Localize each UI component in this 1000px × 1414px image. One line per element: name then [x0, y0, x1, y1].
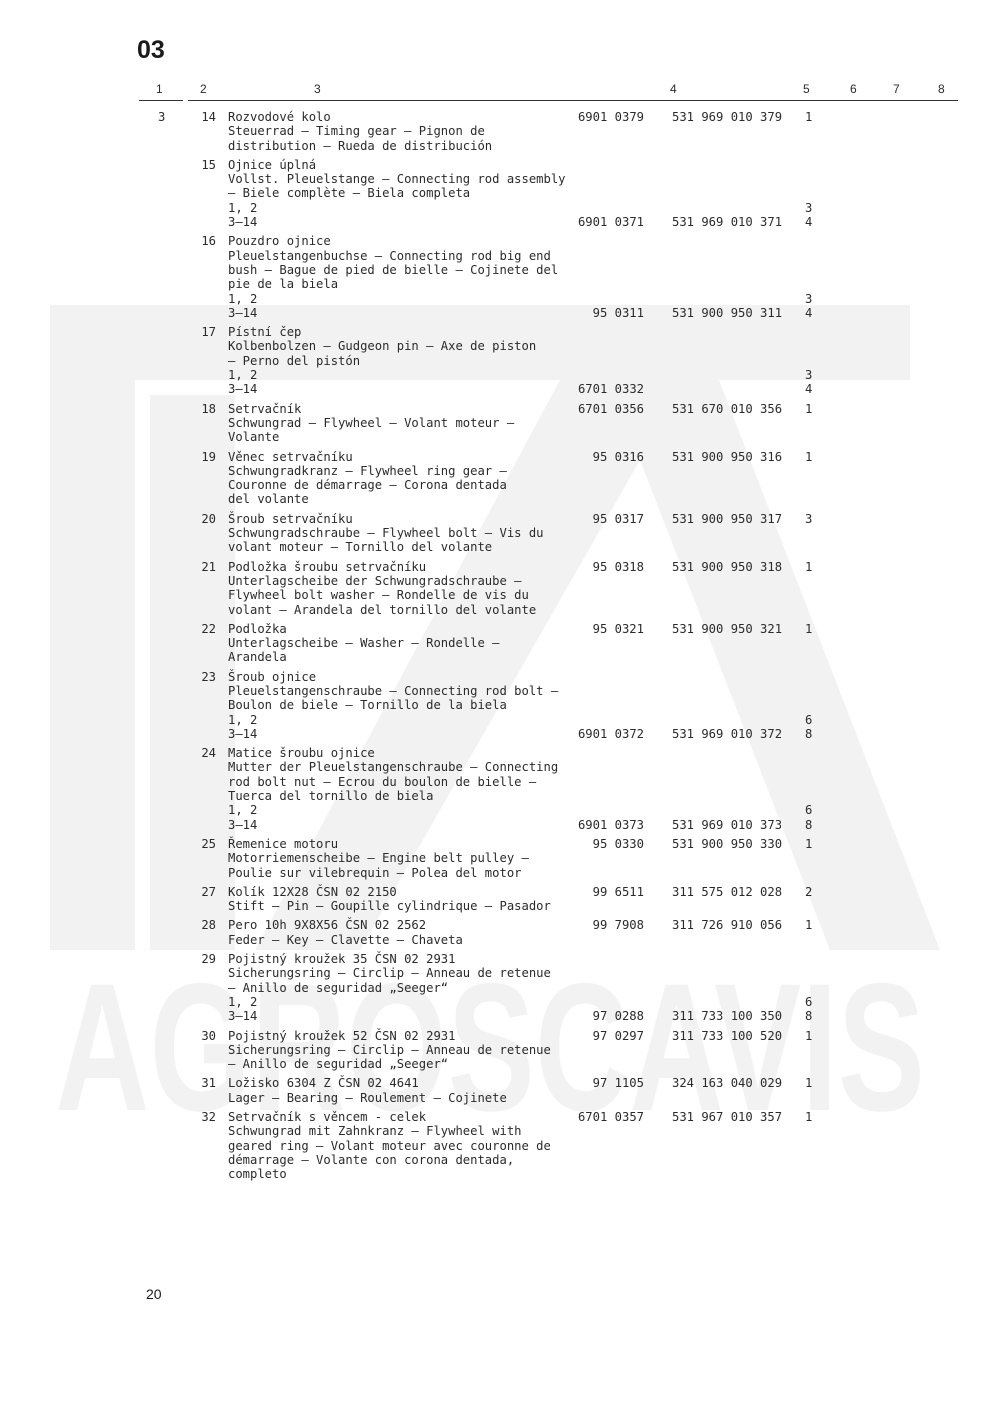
description-line: 1, 2 — [228, 368, 258, 383]
description-line: 3—14 — [228, 305, 258, 320]
quantity: 1 — [805, 559, 813, 574]
position-number: 15 — [201, 157, 216, 172]
position-number: 22 — [201, 621, 216, 636]
position-number: 18 — [201, 401, 216, 416]
quantity: 6 — [805, 994, 813, 1009]
description-line: Flywheel bolt washer — Rondelle de vis du — [228, 588, 529, 603]
description-line: Couronne de démarrage — Corona dentada — [228, 478, 507, 493]
description-line: Vollst. Pleuelstange — Connecting rod assembly — [228, 172, 566, 187]
description-line: Boulon de biele — Tornillo de la biela — [228, 698, 507, 713]
description-line: Volante — [228, 430, 280, 445]
table-row — [0, 885, 1000, 914]
quantity: 4 — [805, 215, 813, 230]
table-row — [0, 1110, 1000, 1181]
position-number: 19 — [201, 449, 216, 464]
description-line: Podložka šroubu setrvačníku — [228, 559, 427, 574]
quantity: 1 — [805, 621, 813, 636]
position-number: 25 — [201, 836, 216, 851]
order-number: 311 733 100 350 — [672, 1009, 783, 1024]
order-number: 531 969 010 372 — [672, 726, 783, 741]
position-number: 27 — [201, 884, 216, 899]
column-header-2: 2 — [200, 82, 207, 96]
description-line: Mutter der Pleuelstangenschraube — Connecting — [228, 760, 559, 775]
position-number: 30 — [201, 1028, 216, 1043]
order-number: 531 900 950 318 — [672, 559, 783, 574]
description-line: Sicherungsring — Circlip — Anneau de retenue — [228, 966, 551, 981]
quantity: 1 — [805, 1028, 813, 1043]
position-number: 16 — [201, 234, 216, 249]
description-line: Schwungradschraube — Flywheel bolt — Vis du — [228, 526, 544, 541]
quantity: 8 — [805, 726, 813, 741]
description-line: Šroub setrvačníku — [228, 511, 353, 526]
table-row — [0, 158, 1000, 229]
catalog-number: 95 0311 — [592, 305, 644, 320]
position-number: 32 — [201, 1110, 216, 1124]
column-header-3: 3 — [314, 82, 321, 96]
quantity: 1 — [805, 836, 813, 851]
quantity: 4 — [805, 305, 813, 320]
order-number: 311 575 012 028 — [672, 884, 783, 899]
table-row — [0, 402, 1000, 445]
quantity: 1 — [805, 110, 813, 124]
reference-line — [0, 818, 1000, 832]
position-number: 24 — [201, 746, 216, 761]
catalog-number: 6901 0373 — [577, 817, 644, 832]
reference-line — [0, 885, 1000, 899]
reference-line — [0, 1029, 1000, 1043]
reference-line — [0, 292, 1000, 306]
description-line: Šroub ojnice — [228, 669, 317, 684]
description-line: Feder — Key — Clavette — Chaveta — [228, 932, 463, 947]
description-line: volant moteur — Tornillo del volante — [228, 540, 493, 555]
description-line: Schwungrad — Flywheel — Volant moteur — — [228, 415, 515, 430]
description-line: Sicherungsring — Circlip — Anneau de retenue — [228, 1042, 551, 1057]
catalog-number: 97 0297 — [592, 1028, 644, 1043]
catalog-number: 6701 0356 — [577, 401, 644, 416]
quantity: 1 — [805, 1076, 813, 1091]
position-number: 31 — [201, 1076, 216, 1091]
description-line: 1, 2 — [228, 291, 258, 306]
description-line: Poulie sur vilebrequin — Polea del motor — [228, 865, 522, 880]
quantity: 1 — [805, 1110, 813, 1124]
table-row — [0, 234, 1000, 320]
description-line: Unterlagscheibe — Washer — Rondelle — — [228, 636, 500, 651]
description-line: completo — [228, 1167, 287, 1182]
description-line: — Anillo de seguridad „Seeger“ — [228, 1057, 449, 1072]
description-line: Unterlagscheibe der Schwungradschraube — — [228, 573, 522, 588]
description-line: Pleuelstangenschraube — Connecting rod bolt — — [228, 683, 559, 698]
reference-line — [0, 918, 1000, 932]
catalog-number: 95 0316 — [592, 449, 644, 464]
reference-line — [0, 622, 1000, 636]
reference-line — [0, 727, 1000, 741]
column-header-7: 7 — [893, 82, 900, 96]
table-row — [0, 1029, 1000, 1072]
description-line: Řemenice motoru — [228, 836, 339, 851]
catalog-number: 97 1105 — [592, 1076, 644, 1091]
order-number: 531 900 950 330 — [672, 836, 783, 851]
reference-line — [0, 803, 1000, 817]
reference-line — [0, 713, 1000, 727]
quantity: 1 — [805, 401, 813, 416]
order-number: 311 726 910 056 — [672, 918, 783, 933]
reference-line — [0, 382, 1000, 396]
catalog-number: 95 0317 — [592, 511, 644, 526]
table-row — [0, 918, 1000, 947]
description-line: Kolík 12X28 ČSN 02 2150 — [228, 884, 397, 899]
order-number: 531 969 010 379 — [672, 110, 783, 124]
quantity: 3 — [805, 200, 813, 215]
quantity: 3 — [805, 368, 813, 383]
table-row — [0, 450, 1000, 507]
description-line: 3—14 — [228, 817, 258, 832]
description-line: 3—14 — [228, 382, 258, 397]
description-line: Kolbenbolzen — Gudgeon pin — Axe de piston — [228, 339, 537, 354]
order-number: 531 969 010 371 — [672, 215, 783, 230]
order-number: 531 900 950 317 — [672, 511, 783, 526]
position-number: 28 — [201, 918, 216, 933]
table-row — [0, 560, 1000, 617]
description-line: Schwungrad mit Zahnkranz — Flywheel with — [228, 1124, 522, 1139]
description-line: distribution — Rueda de distribución — [228, 138, 493, 153]
description-line: Setrvačník — [228, 401, 302, 416]
description-line: Pleuelstangenbuchse — Connecting rod big end — [228, 248, 551, 263]
quantity: 1 — [805, 918, 813, 933]
description-line: Motorriemenscheibe — Engine belt pulley — — [228, 851, 529, 866]
column-header-4: 4 — [670, 82, 677, 96]
quantity: 1 — [805, 449, 813, 464]
description-line: Schwungradkranz — Flywheel ring gear — — [228, 463, 507, 478]
description-line: — Perno del pistón — [228, 353, 361, 368]
reference-line — [0, 512, 1000, 526]
catalog-number: 99 6511 — [592, 884, 644, 899]
table-row — [0, 1076, 1000, 1105]
group-number: 3 — [158, 110, 166, 124]
description-line: Arandela — [228, 650, 287, 665]
header-rule-left — [139, 100, 183, 101]
description-line: — Biele complète — Biela completa — [228, 186, 471, 201]
description-line: del volante — [228, 492, 309, 507]
description-line: Ojnice úplná — [228, 157, 317, 172]
column-headers — [0, 82, 1000, 100]
quantity: 2 — [805, 884, 813, 899]
watermark-text: AGROSCAVIS — [55, 945, 925, 1149]
description-line: Lager — Bearing — Roulement — Cojinete — [228, 1090, 507, 1105]
reference-line — [0, 450, 1000, 464]
reference-line — [0, 1110, 1000, 1124]
description-line: rod bolt nut — Ecrou du boulon de bielle — — [228, 774, 537, 789]
description-line: volant — Arandela del tornillo del volante — [228, 602, 537, 617]
quantity: 3 — [805, 291, 813, 306]
description-line: geared ring — Volant moteur avec couronne de — [228, 1138, 551, 1153]
table-row — [0, 746, 1000, 832]
reference-line — [0, 110, 1000, 124]
table-row — [0, 837, 1000, 880]
description-line: Podložka — [228, 621, 287, 636]
description-line: Rozvodové kolo — [228, 110, 331, 124]
position-number: 20 — [201, 511, 216, 526]
reference-line — [0, 1076, 1000, 1090]
table-row — [0, 952, 1000, 1023]
description-line: Pouzdro ojnice — [228, 234, 331, 249]
reference-line — [0, 402, 1000, 416]
reference-line — [0, 837, 1000, 851]
parts-list — [0, 110, 1000, 1186]
description-line: 1, 2 — [228, 803, 258, 818]
catalog-number: 95 0321 — [592, 621, 644, 636]
order-number: 324 163 040 029 — [672, 1076, 783, 1091]
description-line: Steuerrad — Timing gear — Pignon de — [228, 124, 485, 139]
catalog-number: 6701 0357 — [577, 1110, 644, 1124]
header-rule-right — [188, 100, 958, 101]
quantity: 8 — [805, 1009, 813, 1024]
table-row — [0, 622, 1000, 665]
catalog-number: 99 7908 — [592, 918, 644, 933]
description-line: pie de la biela — [228, 277, 339, 292]
reference-line — [0, 560, 1000, 574]
position-number: 17 — [201, 325, 216, 340]
reference-line — [0, 201, 1000, 215]
order-number: 311 733 100 520 — [672, 1028, 783, 1043]
catalog-number: 97 0288 — [592, 1009, 644, 1024]
description-line: Pístní čep — [228, 325, 302, 340]
table-row — [0, 325, 1000, 396]
section-number: 03 — [137, 36, 165, 64]
description-line: Pero 10h 9X8X56 ČSN 02 2562 — [228, 918, 427, 933]
description-line: Setrvačník s věncem - celek — [228, 1110, 427, 1124]
position-number: 29 — [201, 952, 216, 967]
catalog-number: 6901 0372 — [577, 726, 644, 741]
reference-line — [0, 215, 1000, 229]
catalog-number: 95 0330 — [592, 836, 644, 851]
reference-line — [0, 995, 1000, 1009]
order-number: 531 967 010 357 — [672, 1110, 783, 1124]
order-number: 531 900 950 321 — [672, 621, 783, 636]
description-line: Matice šroubu ojnice — [228, 746, 375, 761]
reference-line — [0, 1009, 1000, 1023]
catalog-number: 6701 0332 — [577, 382, 644, 397]
column-header-8: 8 — [938, 82, 945, 96]
description-line: Ložisko 6304 Z ČSN 02 4641 — [228, 1076, 419, 1091]
description-line: 1, 2 — [228, 994, 258, 1009]
description-line: bush — Bague de pied de bielle — Cojinete del — [228, 262, 559, 277]
position-number: 23 — [201, 669, 216, 684]
description-line: 3—14 — [228, 1009, 258, 1024]
catalog-number: 95 0318 — [592, 559, 644, 574]
table-row — [0, 670, 1000, 741]
column-header-6: 6 — [850, 82, 857, 96]
column-header-5: 5 — [803, 82, 810, 96]
order-number: 531 900 950 316 — [672, 449, 783, 464]
catalog-number: 6901 0379 — [577, 110, 644, 124]
description-line: — Anillo de seguridad „Seeger“ — [228, 980, 449, 995]
description-line: Pojistný kroužek 52 ČSN 02 2931 — [228, 1028, 456, 1043]
order-number: 531 900 950 311 — [672, 305, 783, 320]
page-number: 20 — [146, 1286, 162, 1302]
description-line: Pojistný kroužek 35 ČSN 02 2931 — [228, 952, 456, 967]
description-line: 3—14 — [228, 215, 258, 230]
order-number: 531 969 010 373 — [672, 817, 783, 832]
reference-line — [0, 306, 1000, 320]
table-row — [0, 110, 1000, 153]
column-header-1: 1 — [156, 82, 163, 96]
quantity: 4 — [805, 382, 813, 397]
quantity: 6 — [805, 712, 813, 727]
description-line: Stift — Pin — Goupille cylindrique — Pasador — [228, 899, 551, 914]
description-line: 3—14 — [228, 726, 258, 741]
order-number: 531 670 010 356 — [672, 401, 783, 416]
catalog-number: 6901 0371 — [577, 215, 644, 230]
description-line: 1, 2 — [228, 712, 258, 727]
position-number: 14 — [201, 110, 216, 124]
description-line: Věnec setrvačníku — [228, 449, 353, 464]
position-number: 21 — [201, 559, 216, 574]
table-row — [0, 512, 1000, 555]
quantity: 8 — [805, 817, 813, 832]
quantity: 6 — [805, 803, 813, 818]
quantity: 3 — [805, 511, 813, 526]
description-line: Tuerca del tornillo de biela — [228, 789, 434, 804]
description-line: 1, 2 — [228, 200, 258, 215]
description-line: démarrage — Volante con corona dentada, — [228, 1152, 515, 1167]
reference-line — [0, 368, 1000, 382]
